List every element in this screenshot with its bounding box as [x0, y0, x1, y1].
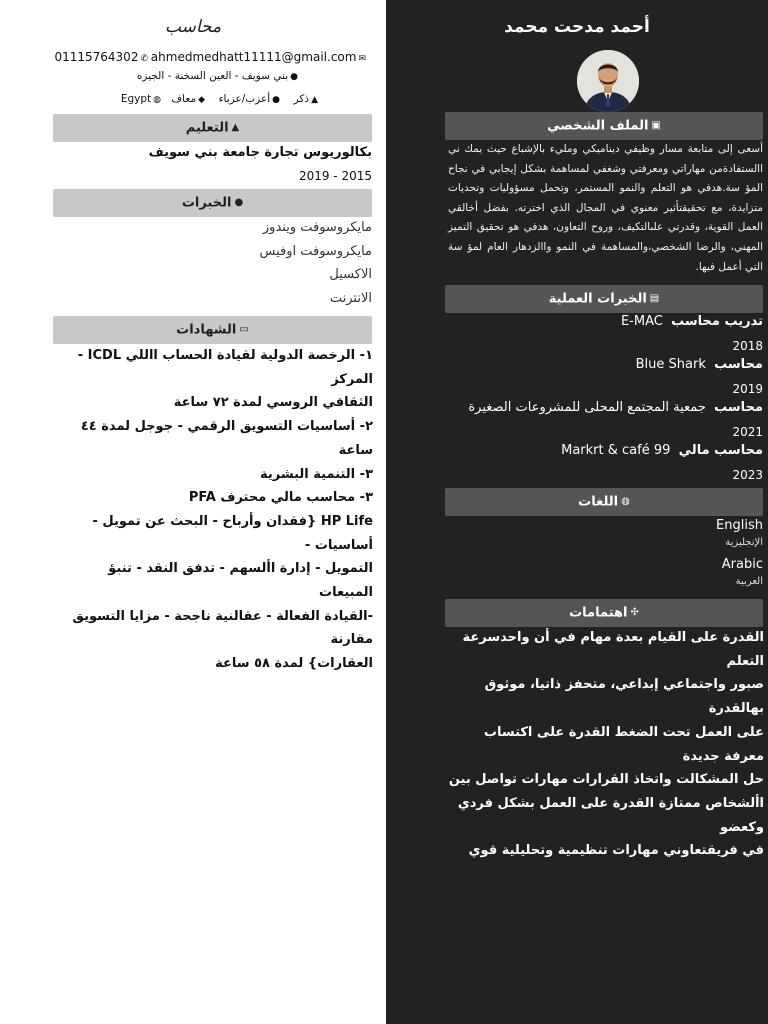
email: ✉ahmedmedhatt11111@gmail.com	[150, 50, 366, 64]
puzzle-icon: ✣	[630, 607, 639, 618]
experience-item: تدريب محاسب E-MAC	[620, 314, 763, 329]
medal-icon: ◆	[198, 95, 205, 105]
language-name: Arabic	[721, 557, 763, 572]
degree: بكالوريوس تجارة جامعة بني سويف	[148, 145, 372, 160]
experience-year: 2019	[732, 382, 763, 396]
person-name: أحمد مدحت محمد	[504, 17, 650, 37]
education-header: ▲التعليم	[53, 114, 372, 142]
certificates-header: ▭الشهادات	[53, 316, 372, 344]
globe-icon: ◍	[153, 95, 161, 105]
person-icon: ▲	[311, 95, 318, 105]
phone-icon: ✆	[140, 54, 148, 64]
marital-status: ●أعزب/عزباء	[218, 93, 280, 105]
interests-header: ✣اهتمامات	[445, 599, 763, 627]
envelope-icon: ✉	[358, 54, 366, 64]
avatar-photo-icon	[577, 50, 639, 112]
experience-item: محاسب جمعية المجتمع المحلى للمشروعات الصغيرة	[468, 400, 763, 415]
certificates-list: ١- الرخصة الدولية لقيادة الحساب االلي ICDL - المركز الثقافي الروسي لمدة ٧٢ ساعة ٢- أساسيات التسويق الرقمي - جوجل لمدة ٤٤ ساعة ٣- التنمية البشرية ٣- محاسب مالي محترف PFA HP Life {فقدان وأرباح - البحث عن تمويل - أساسيات - التمويل - إدارة األسهم - تدفق النقد - تنبؤ المبيعات -القيادة الفعالة - عقالنية ناجحة - مزايا التسويق مقارنة العقارات} لمدة ٥٨ ساعة	[72, 348, 373, 672]
skill-item: الانترنت	[329, 291, 372, 306]
languages-header: ◍اللغات	[445, 488, 763, 516]
location-pin-icon: ●	[234, 197, 244, 208]
skill-item: الاكسيل	[329, 267, 372, 282]
briefcase-icon: ▤	[649, 293, 660, 304]
military-status: ◆معاف	[171, 93, 205, 105]
experience-year: 2023	[732, 468, 763, 482]
address: ●بني سويف - العين السخنة - الجيزه	[136, 70, 298, 82]
profile-header: ▣الملف الشخصي	[445, 112, 763, 140]
experience-year: 2018	[732, 339, 763, 353]
language-native: الإنجليزية	[725, 537, 763, 548]
phone: ✆01115764302	[54, 50, 148, 64]
id-card-icon: ▣	[651, 120, 661, 131]
experience-item: محاسب مالي Markrt & café 99	[561, 443, 763, 458]
language-name: English	[716, 518, 763, 533]
education-years: 2015 - 2019	[298, 169, 372, 183]
skill-item: مايكروسوفت ويندوز	[262, 220, 372, 235]
avatar	[577, 50, 639, 112]
graduation-cap-icon: ▲	[231, 122, 240, 133]
experience-item: محاسب Blue Shark	[635, 357, 763, 372]
skill-item: مايكروسوفت اوفيس	[259, 244, 372, 259]
location-pin-icon: ●	[290, 72, 298, 82]
experience-header: ▤الخبرات العملية	[445, 285, 763, 313]
gender: ▲ذكر	[293, 93, 318, 105]
language-native: العربية	[735, 576, 763, 587]
certificate-icon: ▭	[239, 324, 249, 335]
profile-summary: أسعى إلى متابعة مسار وظيفي ديناميكي ومليء بالإشباع حيث يمك ني االستفادةمن مهاراتي ومعرفتي وشغفي لمساهمة بشكل إيجابي في نجاح المؤ سة.هدفي هو التعلم والنمو المستمر، وتحمل مسؤوليات وتحديات متزايدة، مع تحقيقتأثير معنوي في المجال الذي اخترته. بفضل أخالقي العمل القوية، وقدرتي علىالتكيف، وروح التعاون، هدفي هو تحقيق التميز المهني، والرضا الشخصي،والمساهمة في النمو واالزدهار العام لمؤ سة التي أعمل فيها.	[448, 143, 763, 273]
globe-icon: ◍	[621, 496, 630, 507]
interests-text: القدرة على القيام بعدة مهام في أن واحدسرعة التعلم صبور واجتماعي إبداعي، متحفز ذاتيا، موثوق بهالقدرة على العمل تحت الضغط القدرة على اكتساب معرفة جديدة حل المشكالت واتخاذ القرارات مهارات تواصل بين األشخاص ممتازة القدرة على العمل بشكل فردي وكعضو في فريقتعاوني مهارات تنظيمية وتحليلية قوي	[448, 630, 764, 859]
right-column	[386, 0, 768, 1024]
rings-icon: ●	[272, 95, 280, 105]
country: ◍Egypt	[120, 93, 161, 105]
experience-year: 2021	[732, 425, 763, 439]
job-title: محاسب	[164, 17, 222, 37]
skills-header: ●الخبرات	[53, 189, 372, 217]
